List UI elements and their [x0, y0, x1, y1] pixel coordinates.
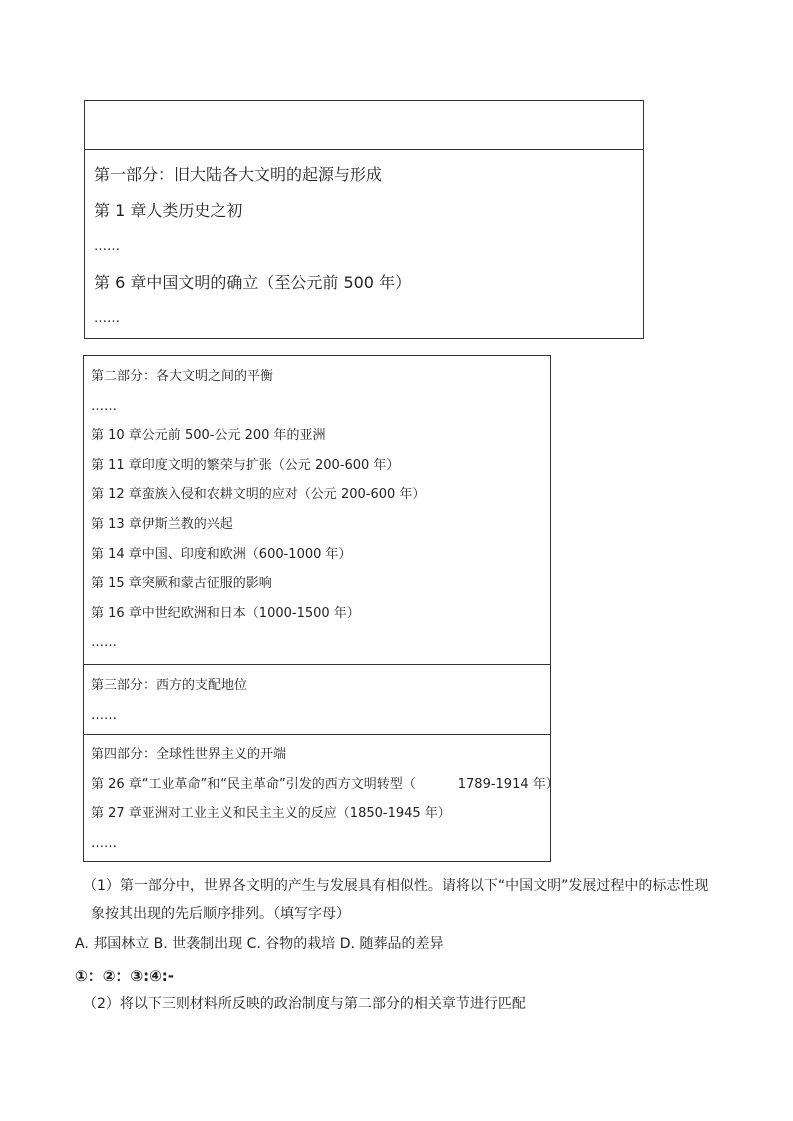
part1-content — [85, 150, 643, 344]
part4-title: 第四部分：全球性世界主义的开端 — [91, 747, 287, 762]
part2-chapter-12: 第 12 章蛮族入侵和农耕文明的应对（公元 200-600 年） — [91, 487, 426, 503]
part2-section — [84, 356, 550, 664]
part4-chapter-26 — [91, 776, 559, 806]
part2-chapter-10: 第 10 章公元前 500-公元 200 年的亚洲 — [91, 428, 326, 444]
part4-chapter-27: 第 27 章亚洲对工业主义和民主主义的反应（1850-1945 年） — [91, 806, 451, 822]
parts-2-4-box — [83, 355, 559, 862]
part3-section — [84, 664, 550, 734]
question-1-line-1: （1）第一部分中，世界各文明的产生与发展具有相似性。请将以下“中国文明”发展过程中的标志性现 — [83, 878, 709, 894]
part2-chapter-11: 第 11 章印度文明的繁荣与扩张（公元 200-600 年） — [91, 457, 400, 473]
question-1-answer-blanks: ①：②：③:④:- — [75, 967, 175, 985]
part3-title: 第三部分：西方的支配地位 — [91, 678, 248, 693]
part1-chapter-6: 第 6 章中国文明的确立（至公元前 500 年） — [94, 273, 412, 292]
part2-chapter-15: 第 15 章突厥和蒙古征服的影响 — [91, 576, 272, 592]
part1-header-empty — [85, 101, 643, 150]
part2-ellipsis-2: …… — [91, 635, 117, 651]
question-1-line-2: 象按其出现的先后顺序排列。（填写字母） — [91, 906, 350, 922]
part1-chapter-1: 第 1 章人类历史之初 — [94, 201, 243, 220]
question-2: （2）将以下三则材料所反映的政治制度与第二部分的相关章节进行匹配 — [83, 996, 526, 1012]
part4-section — [84, 734, 559, 861]
part2-ellipsis-1: …… — [91, 398, 117, 414]
part1-ellipsis-1: …… — [94, 239, 120, 254]
part4-chapter-26-text: 第 26 章“工业革命”和“民主革命”引发的西方文明转型（ — [91, 776, 416, 792]
part4-chapter-26-years: 1789-1914 年） — [457, 776, 559, 792]
part1-box — [84, 100, 644, 339]
part2-chapter-14: 第 14 章中国、印度和欧洲（600-1000 年） — [91, 546, 352, 562]
part2-chapter-13: 第 13 章伊斯兰教的兴起 — [91, 516, 233, 532]
part4-ellipsis: …… — [91, 835, 117, 851]
part2-title: 第二部分：各大文明之间的平衡 — [91, 369, 274, 384]
part1-title: 第一部分：旧大陆各大文明的起源与形成 — [94, 165, 383, 184]
question-1-options: A. 邦国林立 B. 世袭制出现 C. 谷物的栽培 D. 随葬品的差异 — [75, 936, 444, 952]
part2-chapter-16: 第 16 章中世纪欧洲和日本（1000-1500 年） — [91, 605, 360, 621]
part3-ellipsis: …… — [91, 707, 117, 723]
part1-ellipsis-2: …… — [94, 311, 120, 326]
